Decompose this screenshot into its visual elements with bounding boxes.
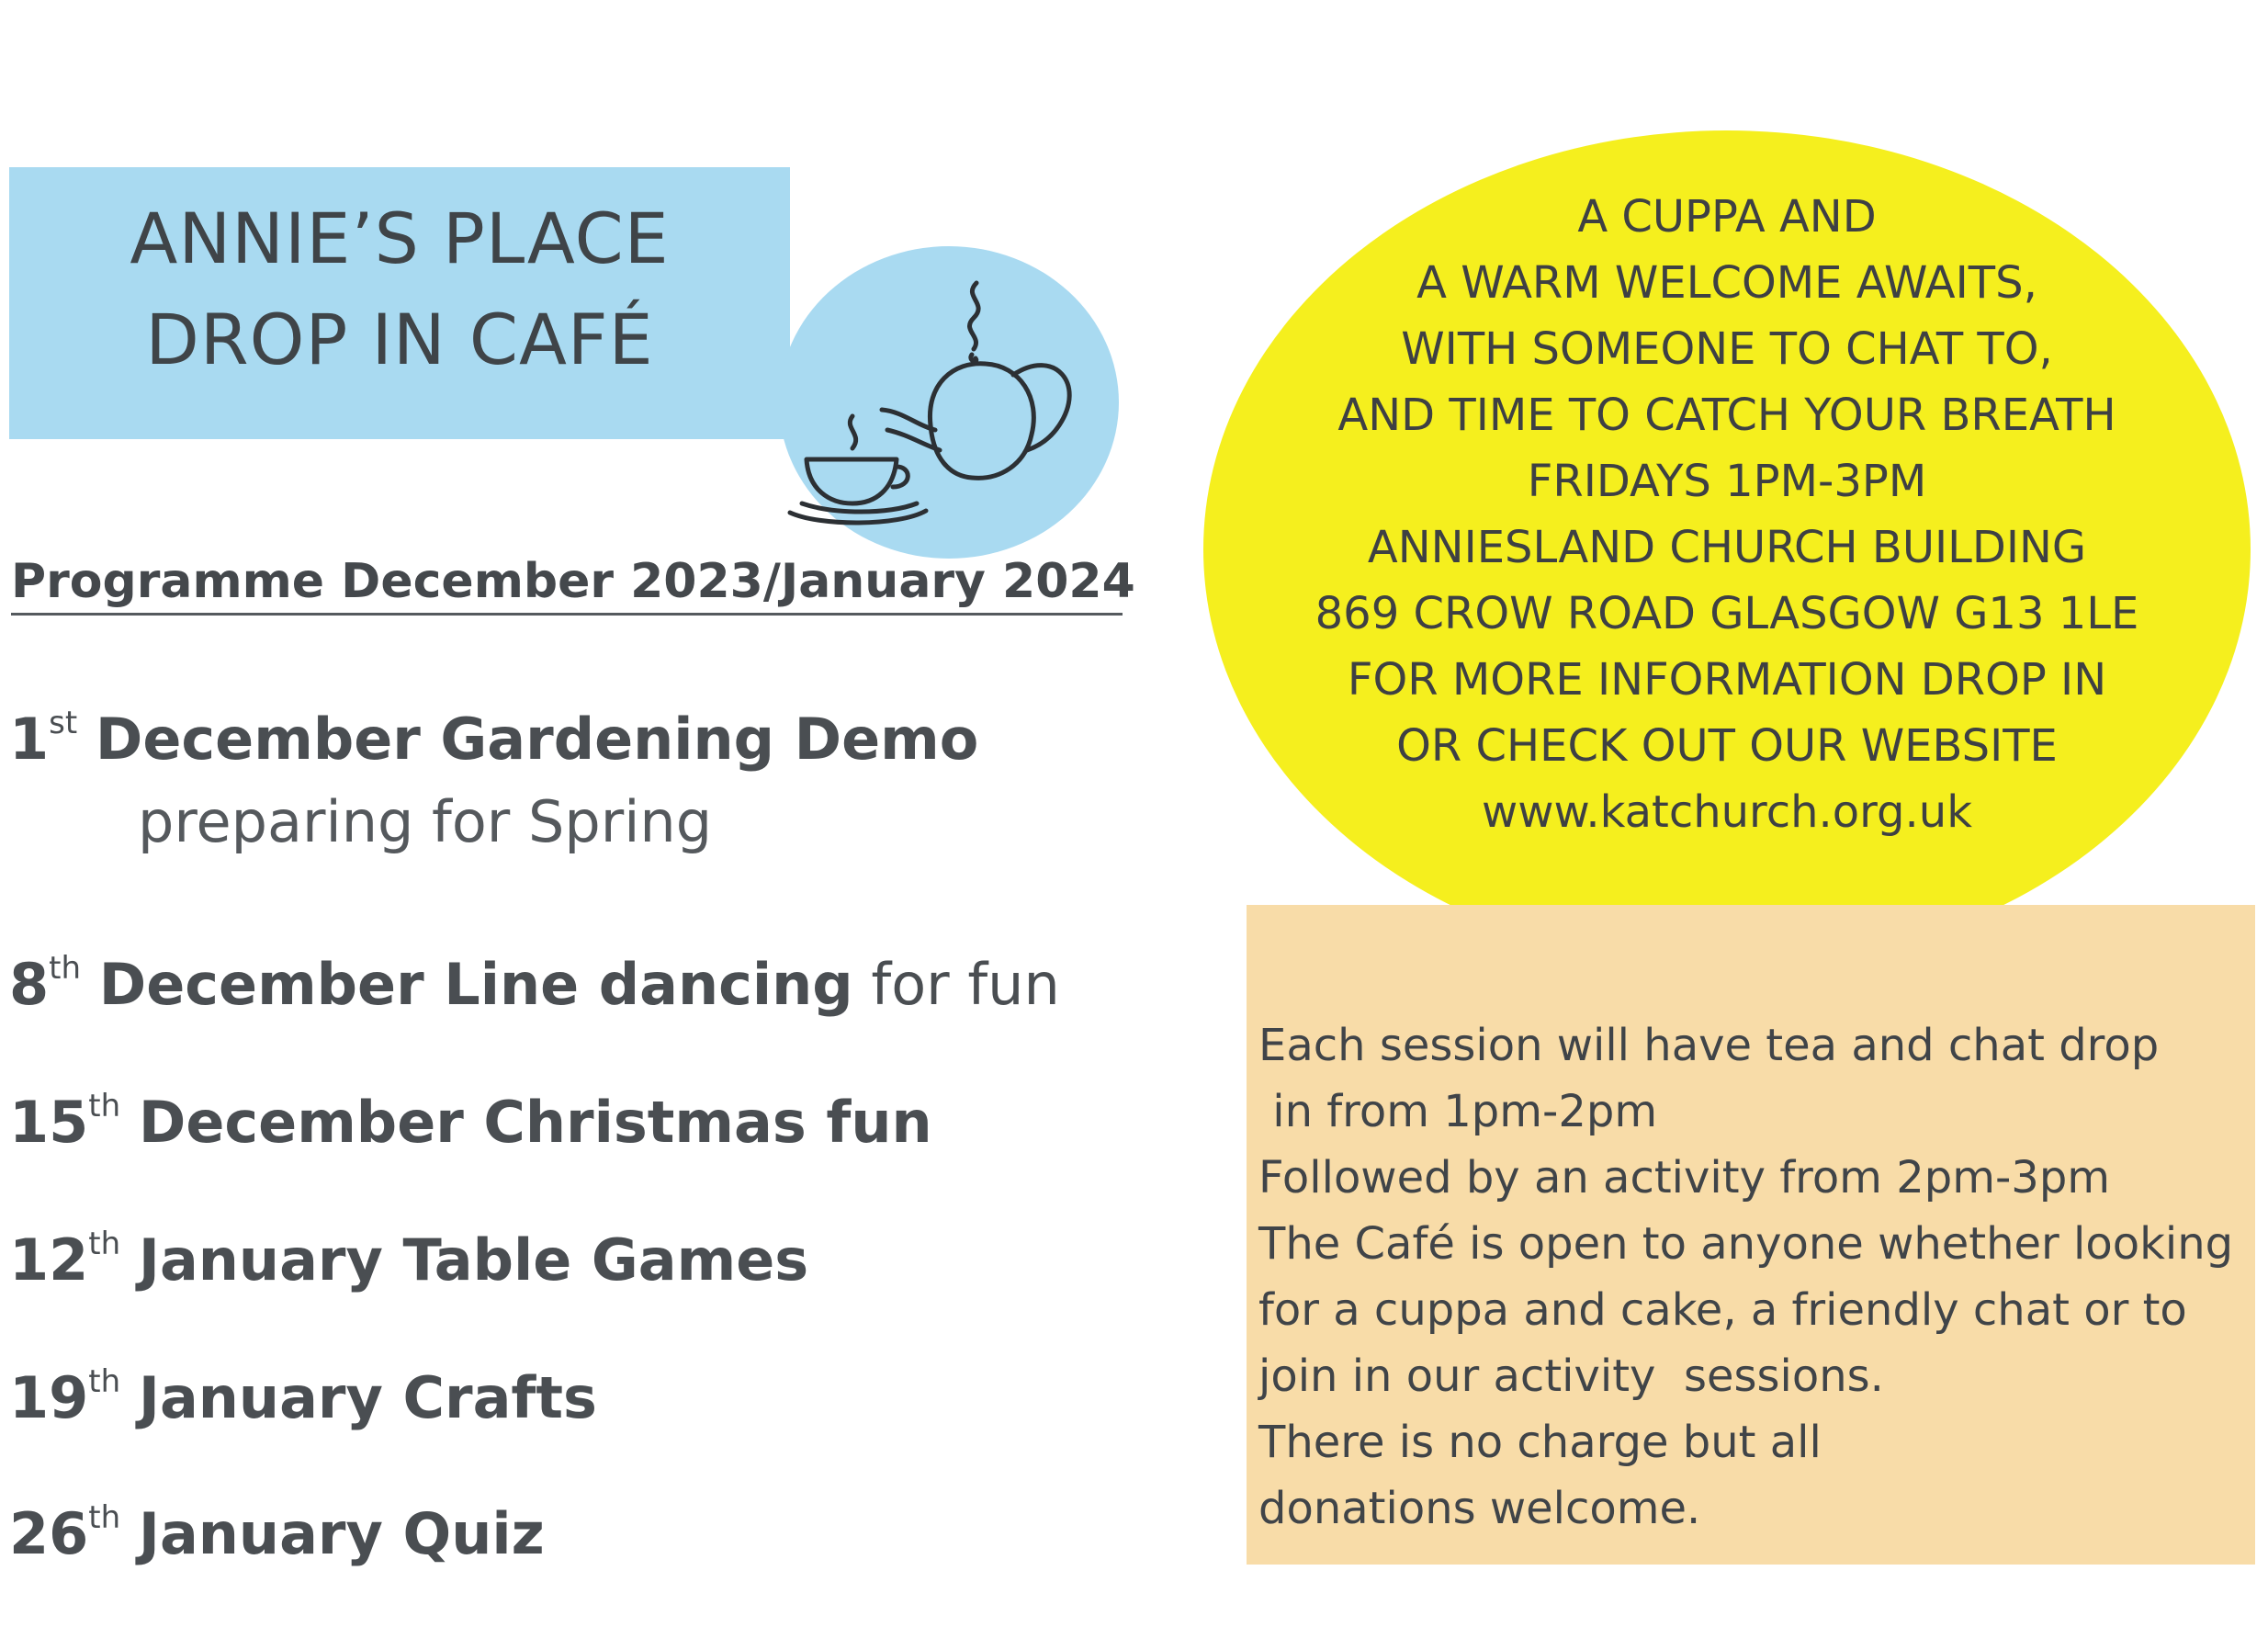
event-title: January Quiz <box>138 1500 545 1567</box>
event-title: January Crafts <box>138 1364 597 1431</box>
info-line: The Café is open to anyone whether looking <box>1258 1218 2234 1270</box>
event-item <box>9 1226 808 1294</box>
website-link[interactable]: www.katchurch.org.uk <box>1482 786 1972 838</box>
welcome-line: 869 CROW ROAD GLASGOW G13 1LE <box>1315 588 2139 639</box>
info-line: in from 1pm-2pm <box>1258 1086 1658 1137</box>
event-item <box>9 706 978 773</box>
welcome-text <box>1203 184 2251 845</box>
event-title: December Christmas fun <box>138 1089 932 1156</box>
event-day: 8 <box>9 951 50 1018</box>
event-day-suffix: th <box>88 1226 121 1263</box>
event-day-suffix: th <box>88 1499 121 1537</box>
event-item <box>9 1364 597 1431</box>
event-day-suffix: st <box>49 705 78 742</box>
event-item <box>9 951 1060 1018</box>
info-line: Each session will have tea and chat drop <box>1258 1020 2160 1071</box>
event-item <box>9 1089 932 1156</box>
info-text <box>1258 1012 2251 1542</box>
welcome-line: WITH SOMEONE TO CHAT TO, <box>1401 323 2053 375</box>
event-title: January Table Games <box>138 1226 809 1294</box>
event-subtitle: preparing for Spring <box>138 788 713 855</box>
info-line: for a cuppa and cake, a friendly chat or to <box>1258 1284 2187 1336</box>
info-line: Followed by an activity from 2pm-3pm <box>1258 1152 2111 1203</box>
event-item <box>9 1500 545 1567</box>
event-title: December Line dancing <box>98 951 853 1018</box>
event-title: December Gardening Demo <box>95 706 979 773</box>
info-line: join in our activity sessions. <box>1258 1350 1884 1402</box>
welcome-line: ANNIESLAND CHURCH BUILDING <box>1367 522 2087 573</box>
event-day: 26 <box>9 1500 89 1567</box>
info-line: donations welcome. <box>1258 1483 1701 1534</box>
programme-heading: Programme December 2023/January 2024 <box>11 554 1123 616</box>
event-day-suffix: th <box>88 1088 121 1125</box>
welcome-line: A WARM WELCOME AWAITS, <box>1416 257 2037 309</box>
event-title-rest: for fun <box>852 951 1060 1018</box>
info-line: There is no charge but all <box>1258 1417 1822 1468</box>
welcome-line: A CUPPA AND <box>1577 191 1877 243</box>
event-day: 19 <box>9 1364 89 1431</box>
cafe-title-line2: DROP IN CAFÉ <box>145 299 654 380</box>
event-day-suffix: th <box>49 950 82 988</box>
welcome-line: OR CHECK OUT OUR WEBSITE <box>1396 720 2058 772</box>
event-day: 15 <box>9 1089 89 1156</box>
cafe-title-line1: ANNIE’S PLACE <box>130 198 670 279</box>
event-day-suffix: th <box>88 1363 121 1401</box>
event-day: 1 <box>9 706 50 773</box>
welcome-line: FOR MORE INFORMATION DROP IN <box>1347 654 2107 706</box>
event-day: 12 <box>9 1226 89 1294</box>
teapot-and-cup-icon <box>779 246 1119 559</box>
welcome-line: AND TIME TO CATCH YOUR BREATH <box>1337 390 2116 441</box>
welcome-line: FRIDAYS 1PM-3PM <box>1527 456 1927 507</box>
